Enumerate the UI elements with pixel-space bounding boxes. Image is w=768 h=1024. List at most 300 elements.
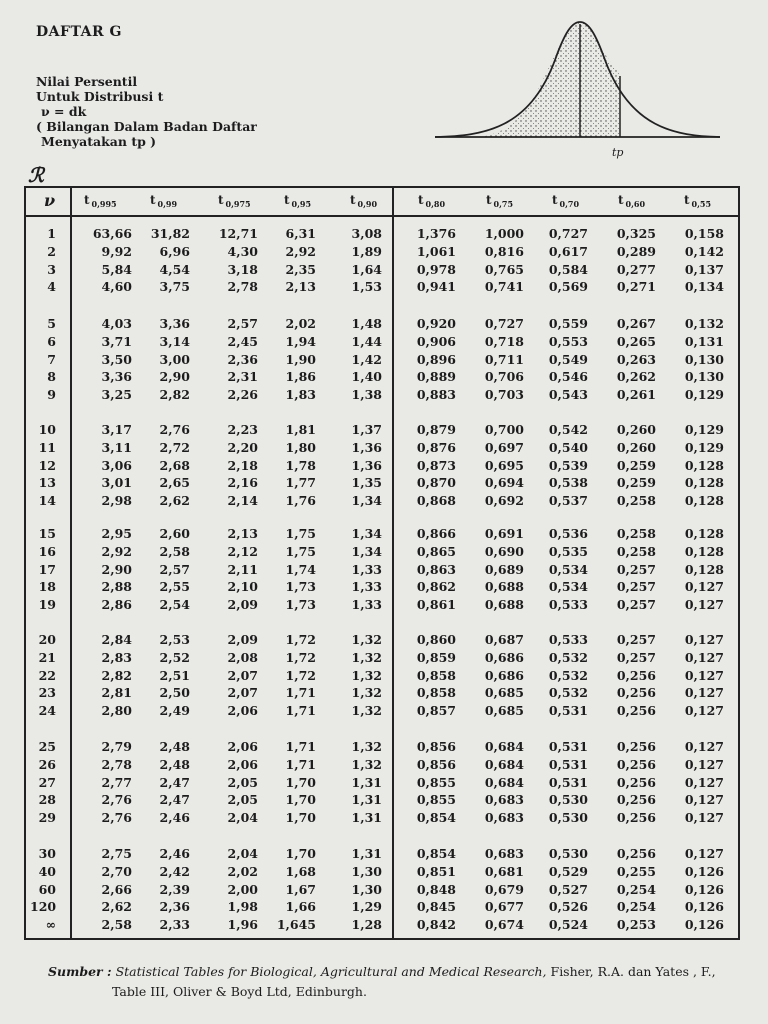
table-cell: 1,34 <box>351 543 382 559</box>
table-cell: 0,765 <box>484 261 524 277</box>
table-cell: 0,706 <box>484 369 524 385</box>
table-cell: 0,695 <box>484 457 524 473</box>
table-cell: 12,71 <box>218 226 258 241</box>
source-authors: Fisher, R.A. dan Yates , F., <box>550 964 716 979</box>
table-cell: 0,865 <box>416 543 456 559</box>
table-cell: 0,876 <box>416 439 456 455</box>
table-cell: 1,32 <box>351 739 382 754</box>
table-cell: 1,68 <box>285 863 316 879</box>
table-row <box>0 262 768 280</box>
table-cell: 0,906 <box>416 333 456 349</box>
table-cell: 6,31 <box>285 226 316 241</box>
table-cell: 1,40 <box>351 369 382 385</box>
table-cell: 0,289 <box>616 243 656 259</box>
column-header-symbol: t <box>284 193 290 207</box>
table-cell: 2,07 <box>227 667 258 683</box>
table-cell: 0,537 <box>548 493 588 509</box>
table-cell: 0,271 <box>616 279 656 295</box>
column-header-percentile: 0,70 <box>559 199 580 209</box>
row-df: 13 <box>38 475 56 491</box>
table-cell: 2,50 <box>159 685 190 701</box>
table-cell: 0,265 <box>616 333 656 349</box>
table-cell: 0,727 <box>484 316 524 331</box>
table-cell: 0,862 <box>416 579 456 595</box>
row-df: 60 <box>38 881 56 897</box>
table-cell: 0,256 <box>616 792 656 808</box>
column-header <box>486 193 513 207</box>
table-row <box>0 668 768 686</box>
table-cell: 1,53 <box>351 279 382 295</box>
column-header <box>552 193 579 207</box>
table-cell: 0,127 <box>684 597 724 613</box>
table-cell: 0,256 <box>616 756 656 772</box>
table-cell: 2,52 <box>159 649 190 665</box>
table-cell: 2,09 <box>227 597 258 613</box>
column-header-symbol: t <box>218 193 224 207</box>
table-cell: 0,700 <box>484 422 524 437</box>
table-cell: 0,259 <box>616 457 656 473</box>
table-cell: 0,688 <box>484 579 524 595</box>
table-cell: 5,84 <box>101 261 132 277</box>
table-cell: 0,691 <box>484 526 524 541</box>
table-cell: 1,061 <box>416 243 456 259</box>
table-cell: 0,258 <box>616 493 656 509</box>
table-cell: 0,978 <box>416 261 456 277</box>
table-cell: 2,83 <box>101 649 132 665</box>
table-cell: 2,00 <box>227 881 258 897</box>
table-cell: 0,533 <box>548 632 588 647</box>
column-header-symbol: t <box>350 193 356 207</box>
row-df: 9 <box>47 387 56 403</box>
table-cell: 0,257 <box>616 649 656 665</box>
table-cell: 0,538 <box>548 475 588 491</box>
table-cell: 0,131 <box>684 333 724 349</box>
table-cell: 1,72 <box>285 649 316 665</box>
table-cell: 2,14 <box>227 493 258 509</box>
table-cell: 1,77 <box>285 475 316 491</box>
table-row <box>0 846 768 864</box>
table-cell: 0,126 <box>684 881 724 897</box>
header-nu: ν <box>44 191 56 210</box>
table-cell: 1,86 <box>285 369 316 385</box>
row-df: 1 <box>47 226 56 241</box>
column-header-symbol: t <box>84 193 90 207</box>
table-cell: 0,253 <box>616 917 656 933</box>
table-cell: 0,854 <box>416 846 456 861</box>
table-cell: 9,92 <box>101 243 132 259</box>
table-description <box>36 74 257 149</box>
row-df: ∞ <box>45 917 56 933</box>
table-cell: 2,77 <box>101 774 132 790</box>
table-cell: 3,00 <box>159 351 190 367</box>
table-cell: 0,531 <box>548 703 588 719</box>
table-cell: 0,868 <box>416 493 456 509</box>
table-cell: 1,32 <box>351 703 382 719</box>
table-row <box>0 685 768 703</box>
table-cell: 1,71 <box>285 739 316 754</box>
table-cell: 3,71 <box>101 333 132 349</box>
table-cell: 1,30 <box>351 881 382 897</box>
table-cell: 1,32 <box>351 685 382 701</box>
column-header-symbol: t <box>486 193 492 207</box>
table-cell: 2,06 <box>227 756 258 772</box>
table-cell: 1,32 <box>351 756 382 772</box>
table-cell: 1,31 <box>351 810 382 826</box>
row-df: 12 <box>38 457 56 473</box>
table-row <box>0 864 768 882</box>
table-cell: 2,53 <box>159 632 190 647</box>
table-cell: 1,37 <box>351 422 382 437</box>
table-cell: 0,689 <box>484 561 524 577</box>
row-df: 6 <box>47 333 56 349</box>
table-cell: 0,258 <box>616 543 656 559</box>
table-row <box>0 562 768 580</box>
column-header-percentile: 0,975 <box>225 199 251 209</box>
table-cell: 0,127 <box>684 792 724 808</box>
table-cell: 0,256 <box>616 703 656 719</box>
table-cell: 0,860 <box>416 632 456 647</box>
table-cell: 2,48 <box>159 739 190 754</box>
table-cell: 3,75 <box>159 279 190 295</box>
table-cell: 2,49 <box>159 703 190 719</box>
table-cell: 0,684 <box>484 739 524 754</box>
table-cell: 1,80 <box>285 439 316 455</box>
table-cell: 2,82 <box>101 667 132 683</box>
table-cell: 2,26 <box>227 387 258 403</box>
table-cell: 0,854 <box>416 810 456 826</box>
column-header-percentile: 0,80 <box>425 199 446 209</box>
table-cell: 0,941 <box>416 279 456 295</box>
table-cell: 2,11 <box>227 561 258 577</box>
table-cell: 1,70 <box>285 774 316 790</box>
table-cell: 0,679 <box>484 881 524 897</box>
table-row <box>0 899 768 917</box>
table-cell: 0,531 <box>548 756 588 772</box>
table-cell: 2,09 <box>227 632 258 647</box>
table-cell: 1,72 <box>285 667 316 683</box>
table-cell: 2,07 <box>227 685 258 701</box>
subtitle-line: ν = dk <box>41 104 87 119</box>
table-cell: 0,683 <box>484 846 524 861</box>
table-cell: 2,02 <box>285 316 316 331</box>
table-cell: 0,261 <box>616 387 656 403</box>
table-cell: 0,130 <box>684 351 724 367</box>
shaded-area <box>480 22 620 137</box>
table-cell: 2,10 <box>227 579 258 595</box>
table-cell: 1,66 <box>285 899 316 915</box>
table-cell: 0,694 <box>484 475 524 491</box>
table-cell: 0,259 <box>616 475 656 491</box>
table-cell: 1,67 <box>285 881 316 897</box>
table-row <box>0 387 768 405</box>
table-cell: 0,257 <box>616 561 656 577</box>
table-row <box>0 279 768 297</box>
table-cell: 3,11 <box>101 439 132 455</box>
row-df: 18 <box>38 579 56 595</box>
table-cell: 0,543 <box>548 387 588 403</box>
table-cell: 0,530 <box>548 846 588 861</box>
table-row <box>0 775 768 793</box>
table-row <box>0 493 768 511</box>
table-cell: 1,42 <box>351 351 382 367</box>
table-cell: 1,73 <box>285 597 316 613</box>
table-cell: 0,129 <box>684 439 724 455</box>
column-header-percentile: 0,90 <box>357 199 378 209</box>
column-header-percentile: 0,55 <box>691 199 712 209</box>
table-cell: 0,858 <box>416 667 456 683</box>
column-header <box>618 193 645 207</box>
table-cell: 2,55 <box>159 579 190 595</box>
table-row <box>0 757 768 775</box>
row-df: 28 <box>38 792 56 808</box>
table-row <box>0 422 768 440</box>
table-cell: 0,863 <box>416 561 456 577</box>
table-cell: 2,51 <box>159 667 190 683</box>
table-cell: 0,127 <box>684 649 724 665</box>
column-header-symbol: t <box>150 193 156 207</box>
table-cell: 0,569 <box>548 279 588 295</box>
table-cell: 0,559 <box>548 316 588 331</box>
table-cell: 0,684 <box>484 756 524 772</box>
row-df: 14 <box>38 493 56 509</box>
table-cell: 0,687 <box>484 632 524 647</box>
table-cell: 0,256 <box>616 685 656 701</box>
table-cell: 6,96 <box>159 243 190 259</box>
table-cell: 0,128 <box>684 543 724 559</box>
table-cell: 2,46 <box>159 846 190 861</box>
column-header-symbol: t <box>684 193 690 207</box>
table-cell: 0,531 <box>548 774 588 790</box>
table-cell: 0,535 <box>548 543 588 559</box>
table-cell: 1,75 <box>285 526 316 541</box>
table-cell: 2,42 <box>159 863 190 879</box>
row-df: 40 <box>38 863 56 879</box>
table-cell: 0,260 <box>616 439 656 455</box>
table-cell: 0,257 <box>616 579 656 595</box>
row-df: 20 <box>38 632 56 647</box>
table-cell: 0,267 <box>616 316 656 331</box>
table-cell: 0,539 <box>548 457 588 473</box>
table-cell: 2,80 <box>101 703 132 719</box>
table-cell: 1,70 <box>285 846 316 861</box>
row-df: 19 <box>38 597 56 613</box>
table-cell: 0,855 <box>416 774 456 790</box>
table-cell: 2,36 <box>227 351 258 367</box>
table-cell: 4,03 <box>101 316 132 331</box>
subtitle-line: Untuk Distribusi t <box>36 89 164 104</box>
table-cell: 2,84 <box>101 632 132 647</box>
table-cell: 2,23 <box>227 422 258 437</box>
table-cell: 0,127 <box>684 756 724 772</box>
table-row <box>0 352 768 370</box>
column-header-percentile: 0,99 <box>157 199 178 209</box>
table-cell: 0,741 <box>484 279 524 295</box>
row-df: 16 <box>38 543 56 559</box>
table-cell: 1,96 <box>227 917 258 933</box>
table-row <box>0 792 768 810</box>
table-cell: 2,78 <box>101 756 132 772</box>
table-cell: 0,532 <box>548 667 588 683</box>
column-header <box>218 193 251 207</box>
table-row <box>0 650 768 668</box>
table-cell: 2,57 <box>159 561 190 577</box>
table-cell: 0,527 <box>548 881 588 897</box>
table-cell: 2,20 <box>227 439 258 455</box>
table-cell: 0,857 <box>416 703 456 719</box>
table-cell: 0,325 <box>616 226 656 241</box>
page-title: DAFTAR G <box>36 24 122 40</box>
table-cell: 0,549 <box>548 351 588 367</box>
table-cell: 0,130 <box>684 369 724 385</box>
table-cell: 2,06 <box>227 739 258 754</box>
table-cell: 2,98 <box>101 493 132 509</box>
table-cell: 0,534 <box>548 561 588 577</box>
table-cell: 1,34 <box>351 526 382 541</box>
source-publisher: Table III, Oliver & Boyd Ltd, Edinburgh. <box>112 984 367 999</box>
table-cell: 0,134 <box>684 279 724 295</box>
table-cell: 0,718 <box>484 333 524 349</box>
table-cell: 1,89 <box>351 243 382 259</box>
table-cell: 1,38 <box>351 387 382 403</box>
table-cell: 0,127 <box>684 810 724 826</box>
table-cell: 0,677 <box>484 899 524 915</box>
table-cell: 0,257 <box>616 632 656 647</box>
table-cell: 1,29 <box>351 899 382 915</box>
table-cell: 4,60 <box>101 279 132 295</box>
table-cell: 1,32 <box>351 667 382 683</box>
table-cell: 0,524 <box>548 917 588 933</box>
table-cell: 2,76 <box>101 792 132 808</box>
table-cell: 0,816 <box>484 243 524 259</box>
row-df: 17 <box>38 561 56 577</box>
table-row <box>0 369 768 387</box>
table-cell: 0,536 <box>548 526 588 541</box>
table-cell: 2,04 <box>227 846 258 861</box>
table-cell: 0,540 <box>548 439 588 455</box>
table-cell: 2,46 <box>159 810 190 826</box>
table-cell: 0,727 <box>548 226 588 241</box>
table-cell: 63,66 <box>92 226 132 241</box>
table-cell: 0,685 <box>484 703 524 719</box>
table-cell: 0,256 <box>616 846 656 861</box>
row-df: 120 <box>30 899 57 915</box>
table-cell: 0,690 <box>484 543 524 559</box>
table-cell: 0,686 <box>484 667 524 683</box>
table-cell: 2,88 <box>101 579 132 595</box>
table-cell: 0,703 <box>484 387 524 403</box>
table-cell: 2,13 <box>227 526 258 541</box>
row-df: 3 <box>47 261 56 277</box>
table-cell: 1,75 <box>285 543 316 559</box>
table-cell: 1,64 <box>351 261 382 277</box>
table-cell: 1,94 <box>285 333 316 349</box>
table-cell: 0,263 <box>616 351 656 367</box>
row-df: 24 <box>38 703 56 719</box>
table-cell: 0,127 <box>684 703 724 719</box>
table-cell: 1,44 <box>351 333 382 349</box>
table-row <box>0 334 768 352</box>
table-cell: 0,920 <box>416 316 456 331</box>
table-cell: 0,158 <box>684 226 724 241</box>
table-cell: 1,76 <box>285 493 316 509</box>
table-cell: 0,256 <box>616 739 656 754</box>
table-cell: 2,92 <box>285 243 316 259</box>
table-cell: 2,08 <box>227 649 258 665</box>
table-row <box>0 458 768 476</box>
table-cell: 0,531 <box>548 739 588 754</box>
table-cell: 2,78 <box>227 279 258 295</box>
table-cell: 0,866 <box>416 526 456 541</box>
table-cell: 2,39 <box>159 881 190 897</box>
table-cell: 2,18 <box>227 457 258 473</box>
table-cell: 2,05 <box>227 774 258 790</box>
table-cell: 0,256 <box>616 667 656 683</box>
table-cell: 4,30 <box>227 243 258 259</box>
table-cell: 0,553 <box>548 333 588 349</box>
table-cell: 1,32 <box>351 649 382 665</box>
table-cell: 1,31 <box>351 846 382 861</box>
table-cell: 2,66 <box>101 881 132 897</box>
table-cell: 0,137 <box>684 261 724 277</box>
table-cell: 2,79 <box>101 739 132 754</box>
handwritten-mark: ℛ <box>28 163 44 187</box>
table-cell: 0,127 <box>684 774 724 790</box>
table-row <box>0 597 768 615</box>
table-cell: 0,127 <box>684 667 724 683</box>
column-header <box>418 193 445 207</box>
table-cell: 0,870 <box>416 475 456 491</box>
table-cell: 3,17 <box>101 422 132 437</box>
table-cell: 0,254 <box>616 881 656 897</box>
table-cell: 2,48 <box>159 756 190 772</box>
source-label: Sumber : <box>48 964 112 979</box>
table-cell: 0,683 <box>484 792 524 808</box>
table-cell: 0,127 <box>684 739 724 754</box>
table-cell: 1,33 <box>351 579 382 595</box>
table-cell: 0,856 <box>416 756 456 772</box>
table-cell: 1,70 <box>285 810 316 826</box>
table-cell: 3,01 <box>101 475 132 491</box>
table-cell: 0,683 <box>484 810 524 826</box>
table-cell: 1,33 <box>351 561 382 577</box>
table-cell: 1,33 <box>351 597 382 613</box>
table-cell: 0,127 <box>684 685 724 701</box>
table-cell: 0,845 <box>416 899 456 915</box>
table-row <box>0 440 768 458</box>
table-cell: 0,688 <box>484 597 524 613</box>
table-cell: 0,127 <box>684 846 724 861</box>
table-row <box>0 226 768 244</box>
table-cell: 0,617 <box>548 243 588 259</box>
table-cell: 2,86 <box>101 597 132 613</box>
row-df: 7 <box>47 351 56 367</box>
table-cell: 0,128 <box>684 561 724 577</box>
table-cell: 2,70 <box>101 863 132 879</box>
table-cell: 0,859 <box>416 649 456 665</box>
table-cell: 0,542 <box>548 422 588 437</box>
table-cell: 2,62 <box>159 493 190 509</box>
table-cell: 1,98 <box>227 899 258 915</box>
table-cell: 0,128 <box>684 526 724 541</box>
table-cell: 2,58 <box>101 917 132 933</box>
table-cell: 1,36 <box>351 439 382 455</box>
table-cell: 0,530 <box>548 810 588 826</box>
table-cell: 1,81 <box>285 422 316 437</box>
table-cell: 0,546 <box>548 369 588 385</box>
table-cell: 0,260 <box>616 422 656 437</box>
table-cell: 2,76 <box>101 810 132 826</box>
table-cell: 2,57 <box>227 316 258 331</box>
